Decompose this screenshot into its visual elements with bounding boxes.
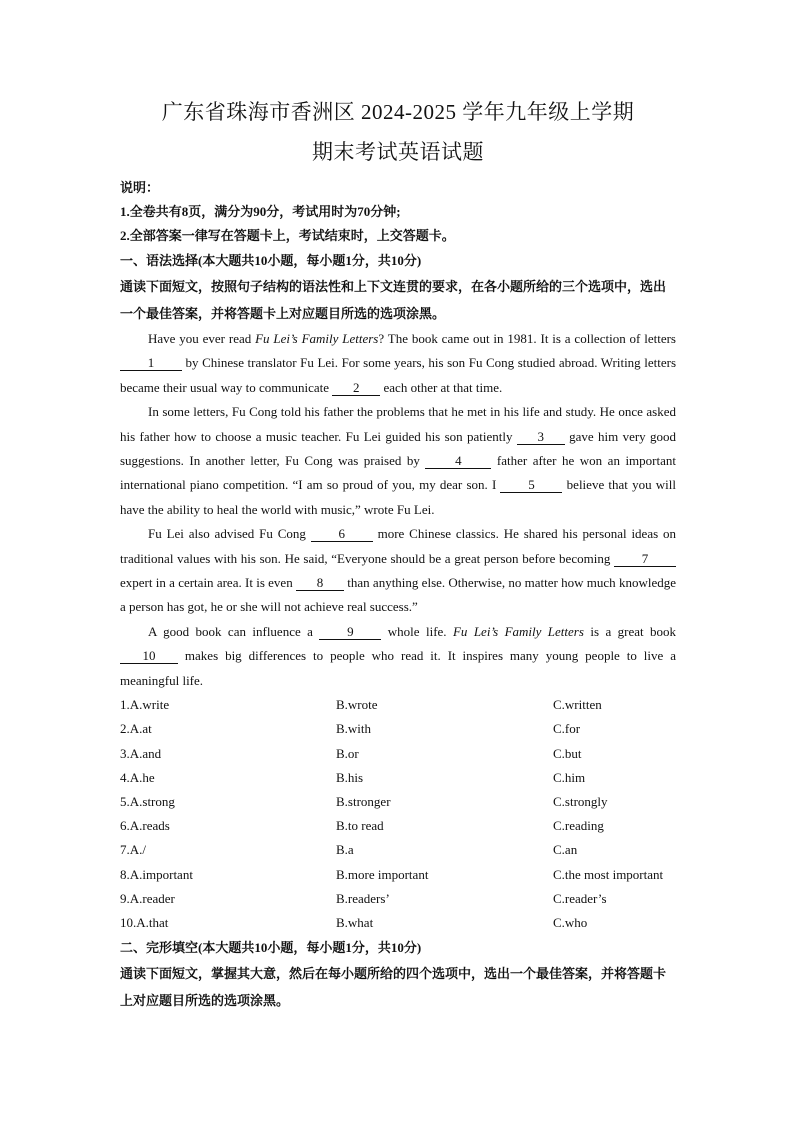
option-b: B.a	[336, 842, 354, 858]
option-c: C.who	[553, 914, 588, 930]
option-row	[120, 790, 676, 814]
book-title: Fu Lei’s Family Letters	[255, 331, 379, 346]
reading-passage	[120, 327, 676, 693]
option-a: 2.A.at	[120, 721, 152, 737]
option-row	[120, 693, 676, 717]
blank-4: 4	[425, 453, 491, 469]
option-b: B.wrote	[336, 697, 378, 713]
option-b: B.with	[336, 721, 372, 737]
section2-heading: 二、完形填空(本大题共10小题，每小题1分，共10分)	[120, 940, 422, 956]
blank-2: 2	[332, 380, 380, 396]
option-a: 9.A.reader	[120, 890, 175, 906]
blank-8: 8	[296, 575, 344, 591]
option-c: C.reader’s	[553, 890, 607, 906]
option-b: B.readers’	[336, 890, 390, 906]
blank-10: 10	[120, 648, 178, 664]
option-row	[120, 863, 676, 887]
exam-page	[120, 94, 676, 1014]
exam-title-line1: 广东省珠海市香洲区 2024-2025 学年九年级上学期	[161, 100, 635, 124]
blank-5: 5	[500, 477, 562, 493]
option-row	[120, 717, 676, 741]
option-b: B.stronger	[336, 793, 391, 809]
blank-9: 9	[319, 624, 381, 640]
passage-paragraph-4: A good book can influence a 9 whole life. Fu Lei’s Family Letters is a great book 10 makes big differences to people who read it. It inspires many young people to live a meaningful life.	[120, 623, 677, 688]
option-row	[120, 838, 676, 862]
option-row	[120, 766, 676, 790]
option-a: 3.A.and	[120, 745, 162, 761]
option-row	[120, 887, 676, 911]
option-a: 7.A./	[120, 842, 146, 858]
blank-1: 1	[120, 355, 182, 371]
option-c: C.reading	[553, 818, 604, 834]
option-b: B.his	[336, 769, 364, 785]
answer-options	[120, 693, 676, 935]
option-a: 8.A.important	[120, 866, 193, 882]
book-title: Fu Lei’s Family Letters	[452, 623, 584, 639]
option-row	[120, 814, 676, 838]
option-b: B.or	[336, 745, 359, 761]
section1-heading: 一、语法选择(本大题共10小题，每小题1分，共10分)	[120, 253, 422, 268]
option-a: 1.A.write	[120, 697, 170, 713]
option-c: C.the most important	[553, 866, 664, 882]
passage-paragraph-2: In some letters, Fu Cong told his father the problems that he met in his life and study. He once asked his father how to choose a music teacher. Fu Lei guided his son patiently 3 gave him very good suggestions. In another letter, Fu Cong was praised by 4 father after he won an important international piano competition. “I am so proud of you, my dear son. I 5 believe that you will have the ability to heal the world with music,” wrote Fu Lei.	[120, 404, 676, 517]
option-row	[120, 911, 676, 935]
passage-paragraph-3: Fu Lei also advised Fu Cong 6 more Chinese classics. He shared his personal ideas on traditional values with his son. He said, “Everyone should be a great person before becoming 7 expert in a certain area. It is even 8 than anything else. Otherwise, no matter how much knowledge a person has got, he or she will not achieve real success.”	[120, 526, 677, 615]
notes-label: 说明：	[120, 180, 160, 195]
section2-instruction: 通读下面短文，掌握其大意，然后在每小题所给的四个选项中，选出一个最佳答案，并将答题卡上对应题目所选的选项涂黑。	[120, 966, 667, 1009]
option-row	[120, 742, 676, 766]
section1-instruction: 通读下面短文，按照句子结构的语法性和上下文连贯的要求，在各小题所给的三个选项中，选出一个最佳答案，并将答题卡上对应题目所选的选项涂黑。	[120, 279, 667, 321]
option-a: 6.A.reads	[120, 818, 170, 834]
notes-item-1: 1.全卷共有8页，满分为90分，考试用时为70分钟;	[120, 204, 401, 219]
option-a: 5.A.strong	[120, 793, 175, 809]
blank-3: 3	[517, 429, 565, 445]
option-b: B.to read	[336, 818, 384, 834]
option-b: B.what	[336, 914, 374, 930]
option-c: C.strongly	[553, 793, 608, 809]
option-c: C.him	[553, 769, 586, 785]
option-a: 10.A.that	[120, 914, 169, 930]
passage-paragraph-1: Have you ever read Fu Lei’s Family Letters? The book came out in 1981. It is a collection of letters 1 by Chinese translator Fu Lei. For some years, his son Fu Cong studied abroad. Writing letters became their usual way to communicate 2 each other at that time.	[120, 331, 676, 395]
blank-7: 7	[614, 551, 676, 567]
blank-6: 6	[311, 526, 373, 542]
option-c: C.written	[553, 697, 602, 713]
option-c: C.for	[553, 721, 581, 737]
option-c: C.but	[553, 745, 582, 761]
option-c: C.an	[553, 842, 578, 858]
option-a: 4.A.he	[120, 769, 155, 785]
option-b: B.more important	[336, 866, 429, 882]
notes-item-2: 2.全部答案一律写在答题卡上，考试结束时，上交答题卡。	[120, 228, 455, 243]
exam-title-line2: 期末考试英语试题	[312, 140, 484, 164]
